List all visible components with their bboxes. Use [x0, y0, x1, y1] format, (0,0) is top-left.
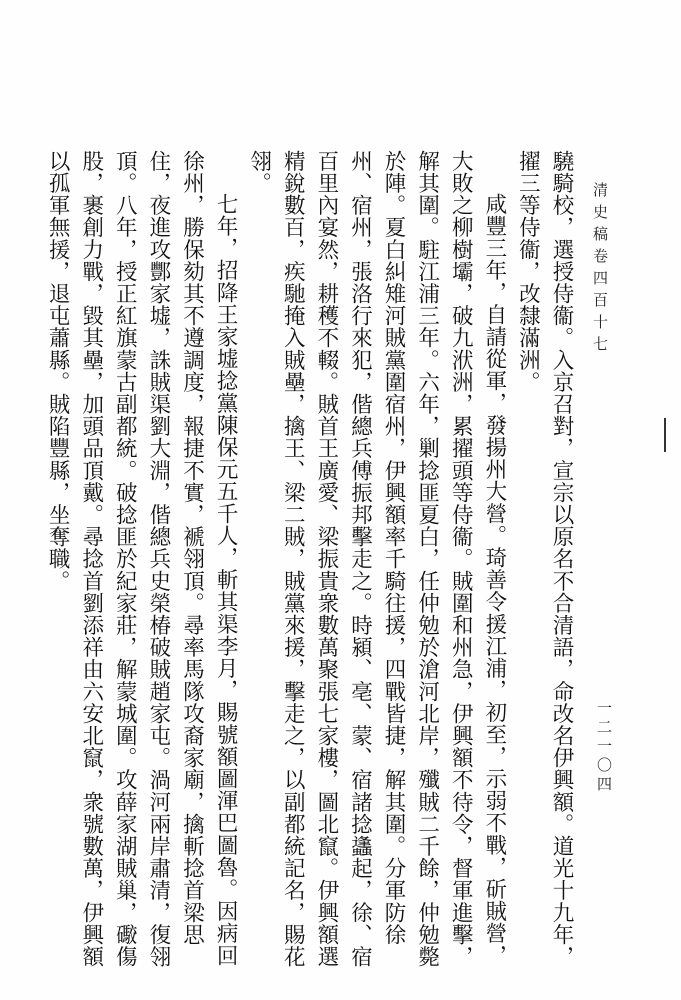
- running-header: 清史稿卷四百十七: [591, 182, 609, 358]
- paragraph-3: 七年，招降王家墟捻黨陳保元五千人，斬其渠李月，賜號額圖渾巴圖魯。因病回徐州，勝保劾其不遵調度，報捷不實，褫翎頂。尋率馬隊攻裔家廟，擒斬捻首梁思住，夜進攻酆家墟，誅賊渠劉大淵，偕總兵史榮椿破賊趙家屯。渦河兩岸肅清，復翎頂。八年，授正紅旗蒙古副都統。破捻匪於紀家莊，解蒙城圍。攻薛家湖賊巢，礮傷股，裹創力戰，毀其壘，加頭品頂戴。尋捻首劉添祥由六安北竄，衆號數萬，伊興額以孤軍無援，退屯蕭縣。賊陷豐縣，坐奪職。: [45, 150, 239, 968]
- paragraph-1: 驍騎校，選授侍衞。入京召對，宣宗以原名不合清語，命改名伊興額。道光十九年，擢三等侍衞，改隸滿洲。: [515, 150, 574, 968]
- paragraph-2: 咸豐三年，自請從軍，發揚州大營。琦善令援江浦，初至，示弱不戰，斫賊營，大敗之柳樹壩，破九洑洲，累擢頭等侍衞。賊圍和州急，伊興額不待令，督軍進擊，解其圍。駐江浦三年。六年，剿捻匪夏白，任仲勉於滄河北岸，殲賊二千餘，仲勉斃於陣。夏白糾雉河賊黨圍宿州，伊興額率千騎往援，四戰皆捷，解其圍。分軍防徐州、宿州，張洛行來犯，偕總兵傅振邦擊走之。時潁、亳、蒙、宿諸捻蠭起，徐、宿百里內宴然，耕穫不輟。賊首王廣愛、梁振貴衆數萬聚張七家樓，圖北竄。伊興額選精銳數百，疾馳掩入賊壘，擒王、梁二賊，賊黨來援，擊走之，以副都統記名，賜花翎。: [246, 150, 507, 968]
- margin-mark: [664, 418, 666, 452]
- page-number: 一二一〇四: [595, 700, 613, 795]
- body-text: [45, 150, 578, 985]
